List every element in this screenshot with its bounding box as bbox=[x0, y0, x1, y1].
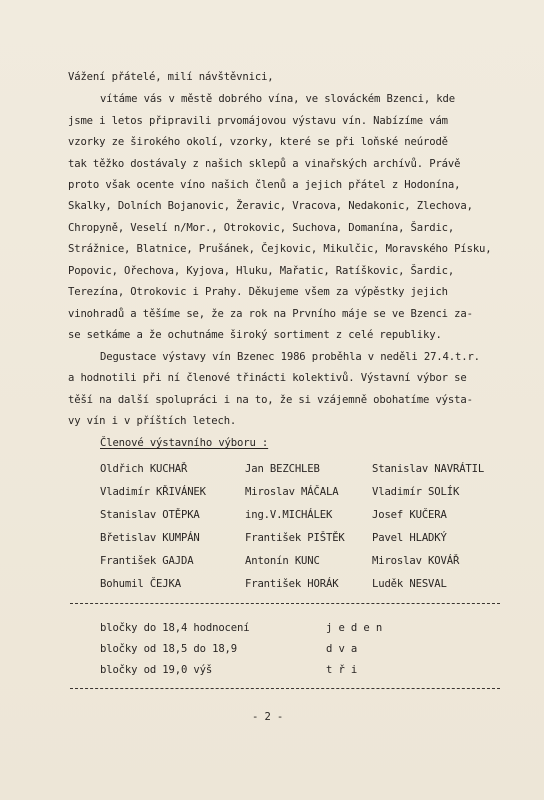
committee-member: Miroslav MÁČALA bbox=[245, 486, 339, 498]
paragraph1-line: Chropyně, Veselí n/Mor., Otrokovic, Suchova, Domanína, Šardic, bbox=[68, 222, 455, 234]
paragraph1-line: tak těžko dostávaly z našich sklepů a vinařských archívů. Právě bbox=[68, 158, 461, 170]
page-number: - 2 - bbox=[252, 711, 284, 723]
points-range: bločky od 19,0 výš bbox=[100, 664, 213, 676]
dashed-separator bbox=[70, 688, 500, 689]
paragraph1-line: jsme i letos připravili prvomájovou výstavu vín. Nabízíme vám bbox=[68, 115, 448, 127]
paragraph1-line: vinohradů a těšíme se, že za rok na Prvního máje se ve Bzenci za- bbox=[68, 308, 473, 320]
paragraph1-line: vzorky ze širokého okolí, vzorky, které se při loňské neúrodě bbox=[68, 136, 448, 148]
points-count: d v a bbox=[326, 643, 358, 655]
paragraph1-line: Skalky, Dolních Bojanovic, Žeravic, Vracova, Nedakonic, Zlechova, bbox=[68, 200, 473, 212]
points-count: j e d e n bbox=[326, 622, 383, 634]
committee-member: Josef KUČERA bbox=[372, 509, 447, 521]
points-count: t ř i bbox=[326, 664, 358, 676]
committee-member: Stanislav NAVRÁTIL bbox=[372, 463, 485, 475]
paragraph2-line: vy vín i v příštích letech. bbox=[68, 415, 237, 427]
dashed-separator bbox=[70, 603, 500, 604]
committee-member: František PIŠTĚK bbox=[245, 532, 345, 544]
committee-member: Luděk NESVAL bbox=[372, 578, 447, 590]
committee-member: ing.V.MICHÁLEK bbox=[245, 509, 333, 521]
points-range: bločky do 18,4 hodnocení bbox=[100, 622, 250, 634]
committee-member: Pavel HLADKÝ bbox=[372, 532, 447, 544]
paragraph1-line: proto však ocente víno našich členů a jejich přátel z Hodonína, bbox=[68, 179, 461, 191]
committee-member: Vladimír SOLÍK bbox=[372, 486, 460, 498]
paragraph2-line: těší na další spolupráci i na to, že si vzájemně obohatíme výsta- bbox=[68, 394, 473, 406]
committee-heading: Členové výstavního výboru : bbox=[100, 437, 269, 449]
committee-member: Oldřich KUCHAŘ bbox=[100, 463, 188, 475]
points-range: bločky od 18,5 do 18,9 bbox=[100, 643, 238, 655]
paragraph1-line: Popovic, Ořechova, Kyjova, Hluku, Mařatic, Ratíškovic, Šardic, bbox=[68, 265, 455, 277]
committee-member: Vladimír KŘIVÁNEK bbox=[100, 486, 206, 498]
committee-member: Antonín KUNC bbox=[245, 555, 320, 567]
committee-member: Miroslav KOVÁŘ bbox=[372, 555, 460, 567]
paragraph1-line: vítáme vás v městě dobrého vína, ve slováckém Bzenci, kde bbox=[100, 93, 455, 105]
greeting: Vážení přátelé, milí návštěvnici, bbox=[68, 71, 274, 83]
committee-member: František HORÁK bbox=[245, 578, 339, 590]
committee-member: Břetislav KUMPÁN bbox=[100, 532, 200, 544]
paragraph2-line: Degustace výstavy vín Bzenec 1986 proběhla v neděli 27.4.t.r. bbox=[100, 351, 480, 363]
committee-member: Stanislav OTĚPKA bbox=[100, 509, 200, 521]
paragraph1-line: se setkáme a že ochutnáme široký sortiment z celé republiky. bbox=[68, 329, 442, 341]
paragraph2-line: a hodnotili při ní členové třinácti kolektivů. Výstavní výbor se bbox=[68, 372, 467, 384]
paragraph1-line: Strážnice, Blatnice, Prušánek, Čejkovic, Mikulčic, Moravského Písku, bbox=[68, 243, 492, 255]
committee-member: Jan BEZCHLEB bbox=[245, 463, 320, 475]
committee-member: František GAJDA bbox=[100, 555, 194, 567]
paragraph1-line: Terezína, Otrokovic i Prahy. Děkujeme všem za výpěstky jejich bbox=[68, 286, 448, 298]
committee-member: Bohumil ČEJKA bbox=[100, 578, 181, 590]
